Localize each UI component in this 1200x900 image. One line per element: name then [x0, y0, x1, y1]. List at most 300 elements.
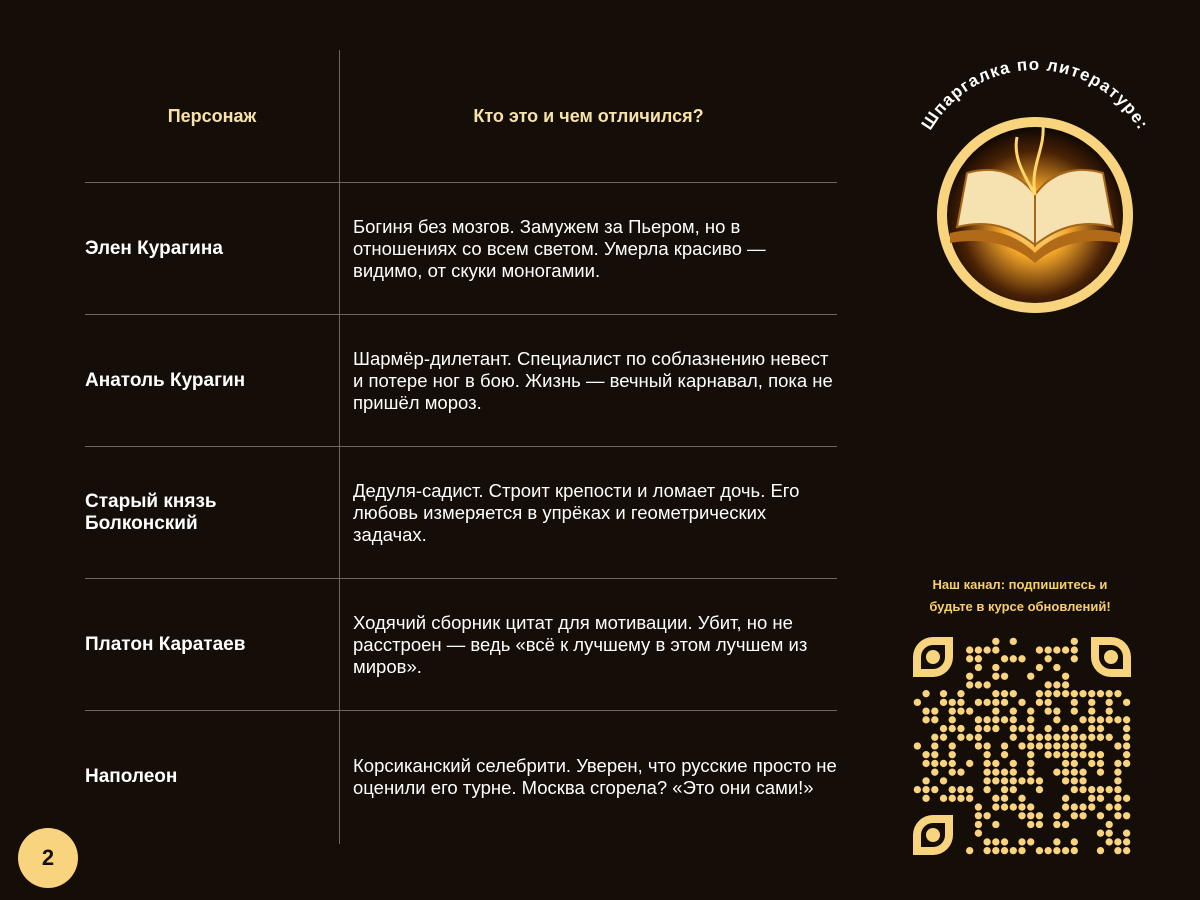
qr-module [1027, 742, 1034, 749]
qr-module [1044, 655, 1051, 662]
qr-module [1097, 716, 1104, 723]
qr-module [1097, 725, 1104, 732]
qr-module [1097, 795, 1104, 802]
character-name: Анатоль Курагин [85, 370, 246, 391]
qr-module [1036, 734, 1043, 741]
qr-module [1053, 812, 1060, 819]
qr-module [1123, 734, 1130, 741]
qr-module [1079, 803, 1086, 810]
qr-module [1053, 664, 1060, 671]
qr-module [1088, 795, 1095, 802]
qr-module [983, 716, 990, 723]
qr-module [975, 830, 982, 837]
qr-module [992, 664, 999, 671]
qr-module [1114, 768, 1121, 775]
qr-module [1001, 673, 1008, 680]
qr-module [1053, 690, 1060, 697]
qr-module [1027, 803, 1034, 810]
qr-module [1079, 786, 1086, 793]
qr-module [1044, 847, 1051, 854]
qr-module [1036, 699, 1043, 706]
header-character: Персонаж [167, 105, 257, 126]
qr-module [975, 699, 982, 706]
qr-module [1062, 690, 1069, 697]
qr-module [940, 777, 947, 784]
qr-module [992, 795, 999, 802]
qr-module [1044, 725, 1051, 732]
qr-module [1079, 734, 1086, 741]
qr-module [1114, 812, 1121, 819]
qr-module [975, 803, 982, 810]
qr-module [1053, 707, 1060, 714]
qr-module [1123, 699, 1130, 706]
qr-module [949, 707, 956, 714]
qr-module [1062, 768, 1069, 775]
qr-module [1062, 760, 1069, 767]
qr-module [1001, 690, 1008, 697]
qr-module [931, 786, 938, 793]
qr-module [1018, 795, 1025, 802]
qr-module [1062, 777, 1069, 784]
channel-caption-line: Наш канал: подпишитесь и [932, 577, 1108, 592]
qr-module [992, 690, 999, 697]
qr-module [1062, 681, 1069, 688]
qr-module [1088, 707, 1095, 714]
qr-module [983, 847, 990, 854]
qr-module [1088, 786, 1095, 793]
qr-module [1010, 716, 1017, 723]
qr-module [1071, 812, 1078, 819]
qr-module [1114, 777, 1121, 784]
qr-module [992, 760, 999, 767]
qr-module [957, 725, 964, 732]
qr-module [992, 725, 999, 732]
qr-module [992, 716, 999, 723]
qr-module [957, 690, 964, 697]
qr-module [1071, 847, 1078, 854]
qr-module [1036, 742, 1043, 749]
qr-module [1053, 681, 1060, 688]
table-row [85, 711, 837, 843]
qr-module [1062, 821, 1069, 828]
qr-module [931, 707, 938, 714]
qr-module [1027, 716, 1034, 723]
qr-module [983, 786, 990, 793]
table-row [85, 315, 837, 447]
qr-module [1044, 646, 1051, 653]
character-name: Старый князь Болконский [85, 491, 217, 534]
qr-module [1106, 699, 1113, 706]
qr-module [1079, 690, 1086, 697]
qr-module [1010, 768, 1017, 775]
qr-module [1114, 803, 1121, 810]
qr-module [922, 690, 929, 697]
qr-module [1088, 725, 1095, 732]
character-description: Корсиканский селебрити. Уверен, что русские просто не оценили его турне. Москва сгорела? «Это они сами!» [353, 755, 837, 798]
qr-module [1106, 803, 1113, 810]
qr-module [1010, 803, 1017, 810]
qr-module [1001, 768, 1008, 775]
qr-module [949, 768, 956, 775]
qr-module [1036, 812, 1043, 819]
qr-module [1018, 699, 1025, 706]
qr-module [1071, 655, 1078, 662]
qr-module [1027, 673, 1034, 680]
qr-module [1114, 838, 1121, 845]
qr-module [1053, 646, 1060, 653]
qr-module [1010, 707, 1017, 714]
qr-module [1044, 681, 1051, 688]
qr-module [992, 777, 999, 784]
qr-module [914, 786, 921, 793]
qr-module [1053, 838, 1060, 845]
qr-module [1097, 847, 1104, 854]
qr-module [1114, 795, 1121, 802]
qr-module [1027, 734, 1034, 741]
qr-module [983, 812, 990, 819]
qr-module [1123, 830, 1130, 837]
character-name: Платон Каратаев [85, 634, 246, 655]
qr-module [1071, 742, 1078, 749]
qr-module [922, 716, 929, 723]
qr-module [1079, 742, 1086, 749]
qr-module [966, 795, 973, 802]
qr-module [1027, 838, 1034, 845]
qr-module [949, 786, 956, 793]
qr-module [1036, 786, 1043, 793]
qr-module [992, 803, 999, 810]
qr-module [966, 734, 973, 741]
qr-module [1071, 786, 1078, 793]
qr-module [1001, 795, 1008, 802]
channel-caption-line: будьте в курсе обновлений! [929, 599, 1111, 614]
qr-module [1106, 690, 1113, 697]
qr-module [922, 795, 929, 802]
qr-module [1123, 812, 1130, 819]
qr-module [1001, 803, 1008, 810]
channel-caption [905, 574, 1135, 618]
qr-module [1018, 812, 1025, 819]
qr-module [983, 742, 990, 749]
qr-module [1114, 760, 1121, 767]
qr-module [983, 777, 990, 784]
qr-module [1044, 742, 1051, 749]
qr-module [1088, 699, 1095, 706]
qr-module [1018, 655, 1025, 662]
qr-module [1053, 742, 1060, 749]
qr-module [931, 742, 938, 749]
qr-module [983, 699, 990, 706]
qr-module [940, 725, 947, 732]
qr-module [1071, 803, 1078, 810]
qr-module [1123, 838, 1130, 845]
qr-module [1018, 777, 1025, 784]
qr-module [1097, 734, 1104, 741]
qr-module [992, 646, 999, 653]
qr-module [1010, 777, 1017, 784]
qr-module [1071, 690, 1078, 697]
qr-module [966, 707, 973, 714]
qr-module [1079, 777, 1086, 784]
qr-module [922, 751, 929, 758]
qr-module [914, 742, 921, 749]
qr-module [975, 716, 982, 723]
qr-module [1123, 751, 1130, 758]
qr-module [931, 716, 938, 723]
qr-module [992, 707, 999, 714]
qr-module [1123, 716, 1130, 723]
qr-finder-top-right [1091, 637, 1131, 677]
qr-finder-bottom-left [913, 815, 953, 855]
qr-module [1053, 716, 1060, 723]
qr-module [1071, 838, 1078, 845]
qr-module [1123, 795, 1130, 802]
qr-module [975, 742, 982, 749]
qr-module [1053, 751, 1060, 758]
qr-module [966, 760, 973, 767]
qr-module [957, 795, 964, 802]
qr-module [1001, 655, 1008, 662]
table-row [85, 183, 837, 315]
qr-module [1062, 795, 1069, 802]
qr-module [1018, 742, 1025, 749]
qr-module [1071, 734, 1078, 741]
qr-module [1027, 760, 1034, 767]
qr-module [1027, 812, 1034, 819]
qr-module [1088, 690, 1095, 697]
qr-module [1097, 760, 1104, 767]
qr-module [922, 707, 929, 714]
qr-module [975, 681, 982, 688]
qr-module [949, 742, 956, 749]
qr-module [957, 734, 964, 741]
qr-module [1097, 768, 1104, 775]
qr-module [1062, 803, 1069, 810]
qr-module [1071, 768, 1078, 775]
qr-module [983, 760, 990, 767]
qr-module [1062, 742, 1069, 749]
qr-module [1097, 690, 1104, 697]
qr-module [1071, 699, 1078, 706]
qr-module [922, 786, 929, 793]
qr-module [949, 760, 956, 767]
qr-module [1044, 751, 1051, 758]
qr-module [1123, 742, 1130, 749]
character-description: Дедуля-садист. Строит крепости и ломает дочь. Его любовь измеряется в упрёках и геометрических задачах. [353, 480, 800, 545]
qr-module [1106, 821, 1113, 828]
qr-module [1036, 690, 1043, 697]
qr-module [1097, 786, 1104, 793]
qr-module [922, 777, 929, 784]
qr-module [1062, 751, 1069, 758]
qr-module [1097, 830, 1104, 837]
qr-finder-top-left [913, 637, 953, 677]
qr-module [1036, 847, 1043, 854]
qr-module [983, 768, 990, 775]
qr-module [1001, 699, 1008, 706]
qr-module [1018, 803, 1025, 810]
qr-module [1097, 812, 1104, 819]
qr-module [949, 751, 956, 758]
qr-module [957, 707, 964, 714]
table-header [85, 50, 837, 182]
qr-module [1010, 725, 1017, 732]
qr-module [1001, 777, 1008, 784]
qr-module [1010, 847, 1017, 854]
qr-module [931, 768, 938, 775]
qr-module [1062, 646, 1069, 653]
qr-module [1010, 760, 1017, 767]
qr-module [1088, 716, 1095, 723]
qr-module [949, 699, 956, 706]
qr-module [1123, 847, 1130, 854]
qr-module [1106, 716, 1113, 723]
qr-module [922, 760, 929, 767]
qr-module [914, 699, 921, 706]
qr-module [1027, 821, 1034, 828]
qr-module [1062, 725, 1069, 732]
qr-module [975, 821, 982, 828]
qr-module [975, 646, 982, 653]
emblem-arc-text: Шпаргалка по литературе: [917, 55, 1153, 134]
qr-module [1053, 847, 1060, 854]
qr-module [940, 734, 947, 741]
qr-module [1106, 830, 1113, 837]
qr-module [1071, 760, 1078, 767]
qr-module [1018, 725, 1025, 732]
qr-module [957, 786, 964, 793]
qr-module [931, 760, 938, 767]
qr-module [1053, 821, 1060, 828]
qr-module [1079, 768, 1086, 775]
qr-module [1088, 751, 1095, 758]
qr-module [940, 760, 947, 767]
qr-module [1071, 751, 1078, 758]
qr-module [1010, 786, 1017, 793]
character-name: Элен Курагина [85, 238, 223, 259]
qr-module [1010, 655, 1017, 662]
qr-module [957, 699, 964, 706]
qr-module [1027, 707, 1034, 714]
qr-module [949, 725, 956, 732]
qr-module [931, 734, 938, 741]
qr-module [1071, 777, 1078, 784]
qr-module [1010, 690, 1017, 697]
qr-module [1036, 664, 1043, 671]
qr-code[interactable] [913, 637, 1131, 855]
literature-emblem [895, 55, 1175, 315]
qr-module [966, 646, 973, 653]
qr-module [949, 716, 956, 723]
qr-module [1071, 707, 1078, 714]
qr-module [1071, 725, 1078, 732]
qr-module [1044, 734, 1051, 741]
qr-module [1106, 838, 1113, 845]
qr-module [992, 838, 999, 845]
qr-module [1018, 838, 1025, 845]
qr-module [1036, 646, 1043, 653]
qr-module [966, 655, 973, 662]
qr-module [992, 768, 999, 775]
qr-module [1044, 690, 1051, 697]
qr-module [1044, 707, 1051, 714]
qr-module [992, 847, 999, 854]
qr-module [1079, 751, 1086, 758]
character-name: Наполеон [85, 766, 178, 787]
qr-module [1123, 725, 1130, 732]
qr-module [983, 646, 990, 653]
qr-module [1027, 777, 1034, 784]
character-table [85, 50, 837, 844]
qr-module [1001, 847, 1008, 854]
qr-module [1027, 725, 1034, 732]
qr-module [1114, 716, 1121, 723]
qr-module [1106, 707, 1113, 714]
qr-module [1036, 821, 1043, 828]
qr-module [1106, 786, 1113, 793]
qr-module [1114, 847, 1121, 854]
qr-module [1114, 690, 1121, 697]
qr-module [966, 786, 973, 793]
qr-module [966, 673, 973, 680]
character-description: Шармёр-дилетант. Специалист по соблазнению невест и потере ног в бою. Жизнь — вечный карнавал, пока не пришёл мороз. [353, 348, 833, 413]
qr-module [966, 681, 973, 688]
qr-module [975, 812, 982, 819]
qr-module [1079, 812, 1086, 819]
qr-module [983, 751, 990, 758]
qr-module [1097, 751, 1104, 758]
qr-module [1001, 838, 1008, 845]
qr-module [966, 847, 973, 854]
qr-module [992, 638, 999, 645]
table-row [85, 447, 837, 579]
qr-module [1079, 716, 1086, 723]
qr-module [949, 795, 956, 802]
page-number-badge: 2 [18, 828, 78, 888]
qr-module [1001, 786, 1008, 793]
qr-module [1071, 646, 1078, 653]
qr-module [1088, 803, 1095, 810]
qr-module [983, 681, 990, 688]
qr-module [1010, 638, 1017, 645]
character-description: Богиня без мозгов. Замужем за Пьером, но в отношениях со всем светом. Умерла красиво — видимо, от скуки моногамии. [353, 216, 766, 281]
qr-module [1027, 768, 1034, 775]
qr-module [957, 768, 964, 775]
qr-module [1106, 734, 1113, 741]
qr-module [1044, 699, 1051, 706]
qr-module [1001, 716, 1008, 723]
qr-module [975, 655, 982, 662]
qr-module [1001, 751, 1008, 758]
qr-module [1071, 638, 1078, 645]
table-row [85, 579, 837, 711]
qr-module [1027, 751, 1034, 758]
qr-module [1062, 673, 1069, 680]
qr-module [975, 664, 982, 671]
qr-module [1088, 760, 1095, 767]
qr-module [1114, 786, 1121, 793]
character-description: Ходячий сборник цитат для мотивации. Убит, но не расстроен — ведь «всё к лучшему в этом лучшем из миров». [353, 612, 808, 677]
header-description: Кто это и чем отличился? [473, 105, 704, 126]
qr-module [1036, 777, 1043, 784]
qr-module [1062, 847, 1069, 854]
qr-module [940, 795, 947, 802]
qr-module [983, 838, 990, 845]
qr-module [1088, 734, 1095, 741]
qr-module [975, 725, 982, 732]
qr-module [1053, 734, 1060, 741]
qr-module [983, 725, 990, 732]
